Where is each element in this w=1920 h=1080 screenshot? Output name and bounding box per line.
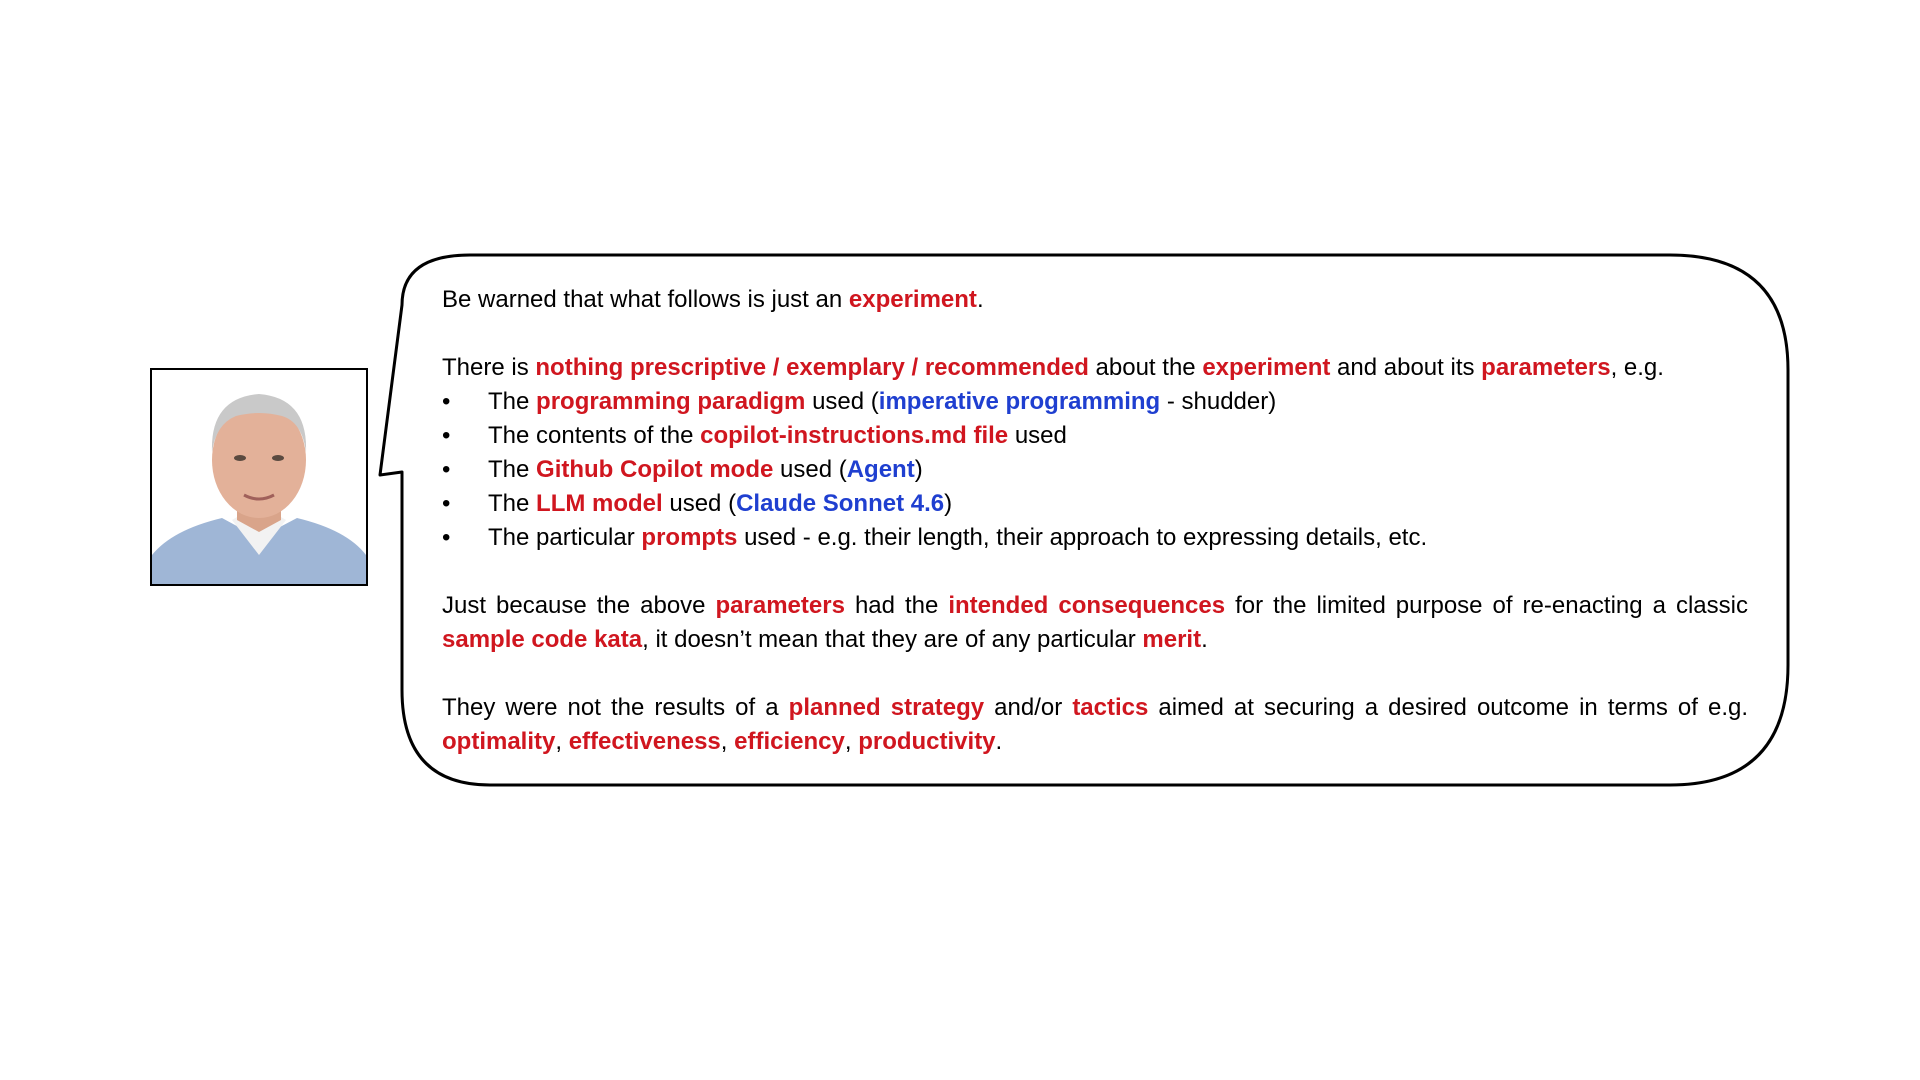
para-text: . <box>995 728 1003 755</box>
parameters-paragraph <box>442 351 1748 385</box>
highlight-instructions-file: copilot-instructions.md file <box>700 422 1009 449</box>
highlight-merit: merit <box>1142 626 1202 653</box>
highlight-experiment: experiment <box>848 286 977 313</box>
item-text: used ( <box>773 456 847 483</box>
value-imperative-programming: imperative programming <box>878 388 1161 415</box>
params-text: and about its <box>1330 354 1482 381</box>
bubble-text <box>442 283 1748 759</box>
intro-text-end: . <box>976 286 984 313</box>
para-text: and/or <box>984 694 1073 721</box>
highlight-effectiveness: effectiveness <box>568 728 721 755</box>
item-text: used - e.g. their length, their approach to expressing details, etc. <box>737 524 1428 551</box>
item-text: The particular <box>488 524 642 551</box>
item-text: The <box>488 388 537 415</box>
item-text: used ( <box>805 388 879 415</box>
para-text: , <box>720 728 735 755</box>
highlight-prompts: prompts <box>641 524 738 551</box>
params-text: about the <box>1088 354 1203 381</box>
spacer <box>442 555 1748 589</box>
bullet-icon: • <box>442 456 451 483</box>
highlight-optimality: optimality <box>442 728 556 755</box>
item-text: - shudder) <box>1160 388 1277 415</box>
list-item <box>442 419 1748 453</box>
highlight-llm-model: LLM model <box>536 490 663 517</box>
para-text: , <box>555 728 569 755</box>
intro-text: Be warned that what follows is just an <box>442 286 849 313</box>
list-item <box>442 453 1748 487</box>
para-text: They were not the results of a <box>442 694 789 721</box>
highlight-planned-strategy: planned strategy <box>788 694 985 721</box>
strategy-paragraph <box>442 691 1748 759</box>
para-text: . <box>1201 626 1208 653</box>
parameters-list <box>442 385 1748 555</box>
consequences-paragraph <box>442 589 1748 657</box>
highlight-sample-code-kata: sample code kata <box>442 626 643 653</box>
highlight-intended-consequences: intended consequences <box>948 592 1226 619</box>
highlight-tactics: tactics <box>1072 694 1149 721</box>
para-text: aimed at securing a desired outcome in terms of e.g. <box>1148 694 1749 721</box>
list-item <box>442 487 1748 521</box>
highlight-programming-paradigm: programming paradigm <box>536 388 806 415</box>
highlight-efficiency: efficiency <box>734 728 845 755</box>
para-text: had the <box>844 592 949 619</box>
item-text: ) <box>914 456 923 483</box>
item-text: The <box>488 490 537 517</box>
highlight-parameters: parameters <box>715 592 845 619</box>
value-claude-sonnet: Claude Sonnet 4.6 <box>736 490 945 517</box>
para-text: Just because the above <box>442 592 716 619</box>
highlight-experiment: experiment <box>1202 354 1331 381</box>
highlight-parameters: parameters <box>1481 354 1611 381</box>
bullet-icon: • <box>442 490 451 517</box>
item-text: The contents of the <box>488 422 701 449</box>
item-text: ) <box>944 490 953 517</box>
value-agent: Agent <box>846 456 915 483</box>
bullet-icon: • <box>442 422 451 449</box>
item-text: used ( <box>662 490 737 517</box>
intro-paragraph <box>442 283 1748 317</box>
item-text: used <box>1008 422 1067 449</box>
list-item <box>442 385 1748 419</box>
highlight-copilot-mode: Github Copilot mode <box>536 456 774 483</box>
spacer <box>442 657 1748 691</box>
list-item <box>442 521 1748 555</box>
item-text: The <box>488 456 537 483</box>
para-text: for the limited purpose of re-enacting a classic <box>1225 592 1748 619</box>
bullet-icon: • <box>442 388 451 415</box>
author-photo <box>150 368 368 586</box>
person-portrait-icon <box>152 370 366 584</box>
spacer <box>442 317 1748 351</box>
para-text: , <box>844 728 859 755</box>
highlight-productivity: productivity <box>858 728 996 755</box>
params-text: There is <box>442 354 536 381</box>
bullet-icon: • <box>442 524 451 551</box>
para-text: , it doesn’t mean that they are of any particular <box>642 626 1143 653</box>
highlight-nothing-prescriptive: nothing prescriptive / exemplary / recommended <box>535 354 1089 381</box>
params-text: , e.g. <box>1610 354 1664 381</box>
